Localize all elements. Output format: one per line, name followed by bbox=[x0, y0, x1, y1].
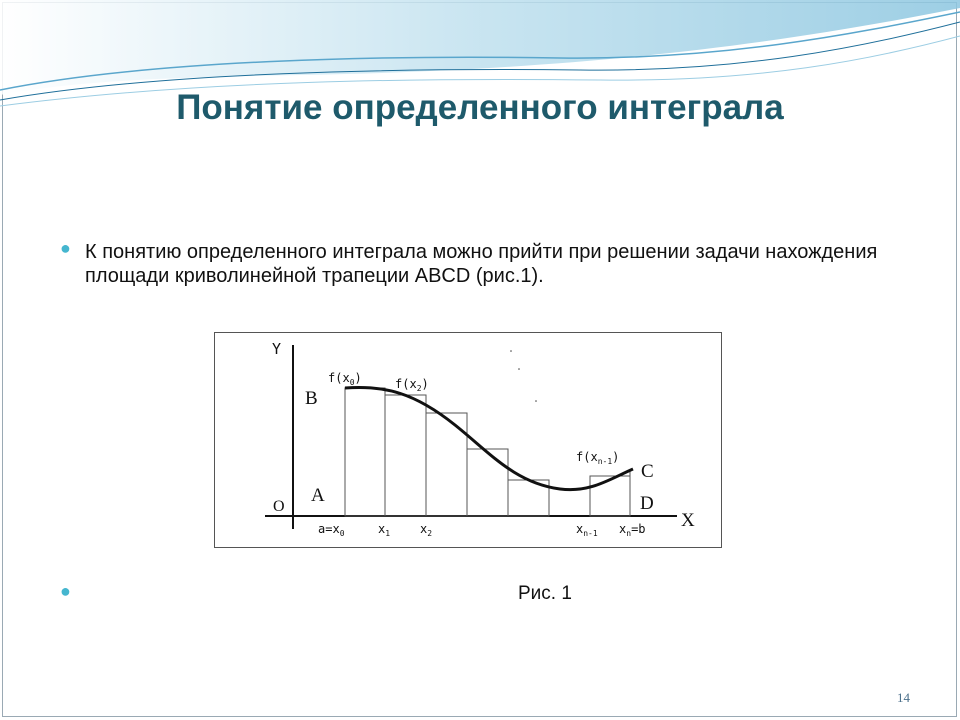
tick-label-x1: $x_1$ bbox=[378, 522, 391, 538]
tick-label-b: $x_n=b$ bbox=[619, 522, 646, 538]
label-f-xn-1: $f(x_{n-1})$ bbox=[576, 450, 620, 466]
bullet-icon: ● bbox=[60, 581, 71, 601]
label-f-x0: $f(x_0)$ bbox=[328, 371, 362, 387]
y-axis-label: Y bbox=[272, 340, 282, 358]
bullet-icon: ● bbox=[60, 238, 71, 258]
riemann-sum-diagram bbox=[215, 333, 721, 547]
dot-mark bbox=[518, 368, 520, 370]
x-axis-label: X bbox=[681, 510, 695, 531]
origin-label: O bbox=[273, 498, 285, 515]
page-number: 14 bbox=[897, 690, 910, 705]
function-curve bbox=[345, 387, 633, 489]
partition-rect bbox=[345, 388, 385, 516]
slide-title: Понятие определенного интеграла bbox=[176, 88, 784, 127]
partition-rect bbox=[385, 395, 426, 516]
point-b-label: B bbox=[305, 388, 318, 409]
dot-mark bbox=[535, 400, 537, 402]
label-f-x2: $f(x_2)$ bbox=[395, 377, 429, 393]
partition-rect bbox=[467, 449, 508, 516]
point-c-label: C bbox=[641, 461, 654, 482]
partition-rect bbox=[590, 476, 630, 516]
dot-mark bbox=[510, 350, 512, 352]
figure-box bbox=[214, 332, 722, 548]
bullet-text: К понятию определенного интеграла можно прийти при решении задачи нахождения площади криволинейной трапеции ABCD (рис.1). bbox=[85, 241, 878, 287]
tick-label-a: $a=x_0$ bbox=[318, 522, 345, 538]
tick-label-x2: $x_2$ bbox=[420, 522, 433, 538]
figure-caption: Рис. 1 bbox=[518, 583, 572, 604]
point-a-label: A bbox=[311, 485, 325, 506]
point-d-label: D bbox=[640, 493, 654, 514]
tick-label-xn-1: $x_{n-1}$ bbox=[576, 522, 598, 538]
